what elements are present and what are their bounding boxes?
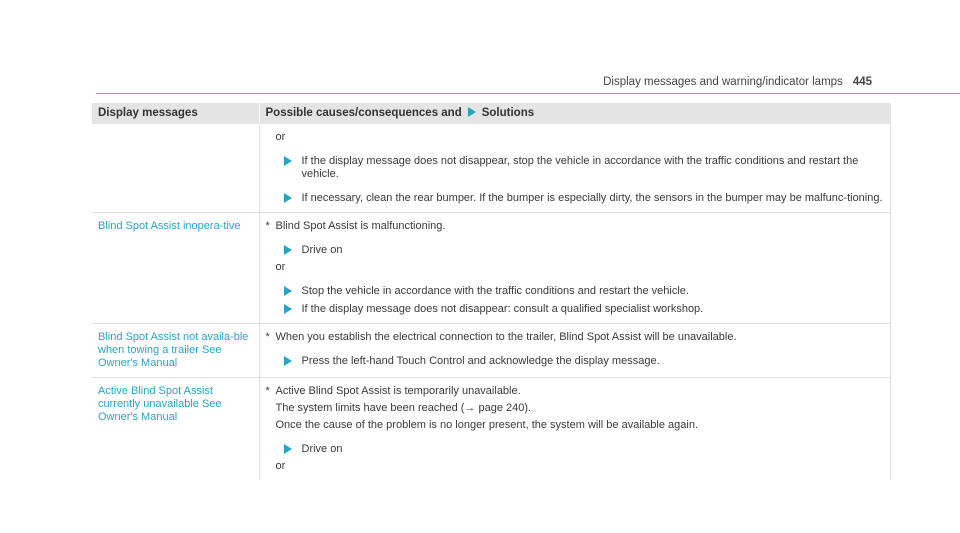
arrow-icon (284, 245, 292, 255)
arrow-icon (468, 107, 476, 117)
display-messages-table (92, 103, 891, 480)
cause-text: Active Blind Spot Assist is temporarily unavailable. (275, 385, 521, 397)
solution-step (266, 285, 885, 298)
header-title: Display messages and warning/indicator lamps (603, 76, 843, 88)
col-header-solutions-text: Solutions (481, 107, 535, 119)
cause-line (266, 220, 885, 233)
footnote-star: * (265, 385, 270, 397)
solution-step-text: Drive on (301, 443, 343, 455)
display-message: Active Blind Spot Assist currently unavailable See Owner's Manual (98, 385, 222, 423)
solution-step-text: Stop the vehicle in accordance with the traffic conditions and restart the vehicle. (301, 285, 689, 297)
arrow-icon (284, 156, 292, 166)
solution-cell (259, 378, 891, 481)
solution-cell (259, 324, 891, 378)
arrow-icon (284, 193, 292, 203)
info-text: Once the cause of the problem is no longer present, the system will be available again. (275, 419, 699, 431)
or-text: or (275, 261, 286, 273)
display-message: Blind Spot Assist inopera-tive (98, 220, 241, 232)
table-row (92, 378, 891, 481)
message-cell (92, 213, 259, 324)
cause-text: Blind Spot Assist is malfunctioning. (275, 220, 446, 232)
footnote-star: * (265, 331, 270, 343)
cause-line (266, 385, 885, 398)
solution-step-text: If the display message does not disappear: consult a qualified specialist workshop. (301, 303, 704, 315)
solution-step (266, 303, 885, 316)
message-cell (92, 124, 259, 213)
solution-step (266, 192, 885, 205)
col-header-causes (259, 103, 891, 124)
solution-step (266, 355, 885, 368)
cause-line (266, 331, 885, 344)
message-cell (92, 324, 259, 378)
solution-step (266, 244, 885, 257)
message-cell (92, 378, 259, 481)
solution-cell (259, 124, 891, 213)
arrow-icon (284, 304, 292, 314)
solution-step (266, 443, 885, 456)
info-text: The system limits have been reached (→ page 240). (275, 402, 532, 414)
solution-step-text: Press the left-hand Touch Control and acknowledge the display message. (301, 355, 660, 367)
display-message: Blind Spot Assist not availa-ble when towing a trailer See Owner's Manual (98, 331, 249, 369)
page-number: 445 (852, 76, 872, 88)
col-header-causes-text: Possible causes/consequences and (265, 107, 462, 119)
col-header-messages: Display messages (92, 103, 259, 124)
solution-step (266, 155, 885, 181)
or-text: or (275, 131, 286, 143)
running-header (603, 76, 872, 88)
table-row (92, 324, 891, 378)
solution-step-text: If necessary, clean the rear bumper. If the bumper is especially dirty, the sensors in the bumper may be malfunc-tioning. (301, 192, 883, 204)
cause-text: When you establish the electrical connection to the trailer, Blind Spot Assist will be unavailable. (275, 331, 737, 343)
solution-step-text: If the display message does not disappear, stop the vehicle in accordance with the traffic conditions and restart the vehicle. (301, 155, 859, 180)
solution-step-text: Drive on (301, 244, 343, 256)
header-divider (96, 93, 960, 94)
arrow-icon (284, 286, 292, 296)
arrow-icon (284, 356, 292, 366)
solution-cell (259, 213, 891, 324)
table-row (92, 213, 891, 324)
or-text: or (275, 460, 286, 472)
table-row (92, 124, 891, 213)
footnote-star: * (265, 220, 270, 232)
arrow-icon (284, 444, 292, 454)
table-header-row (92, 103, 891, 124)
